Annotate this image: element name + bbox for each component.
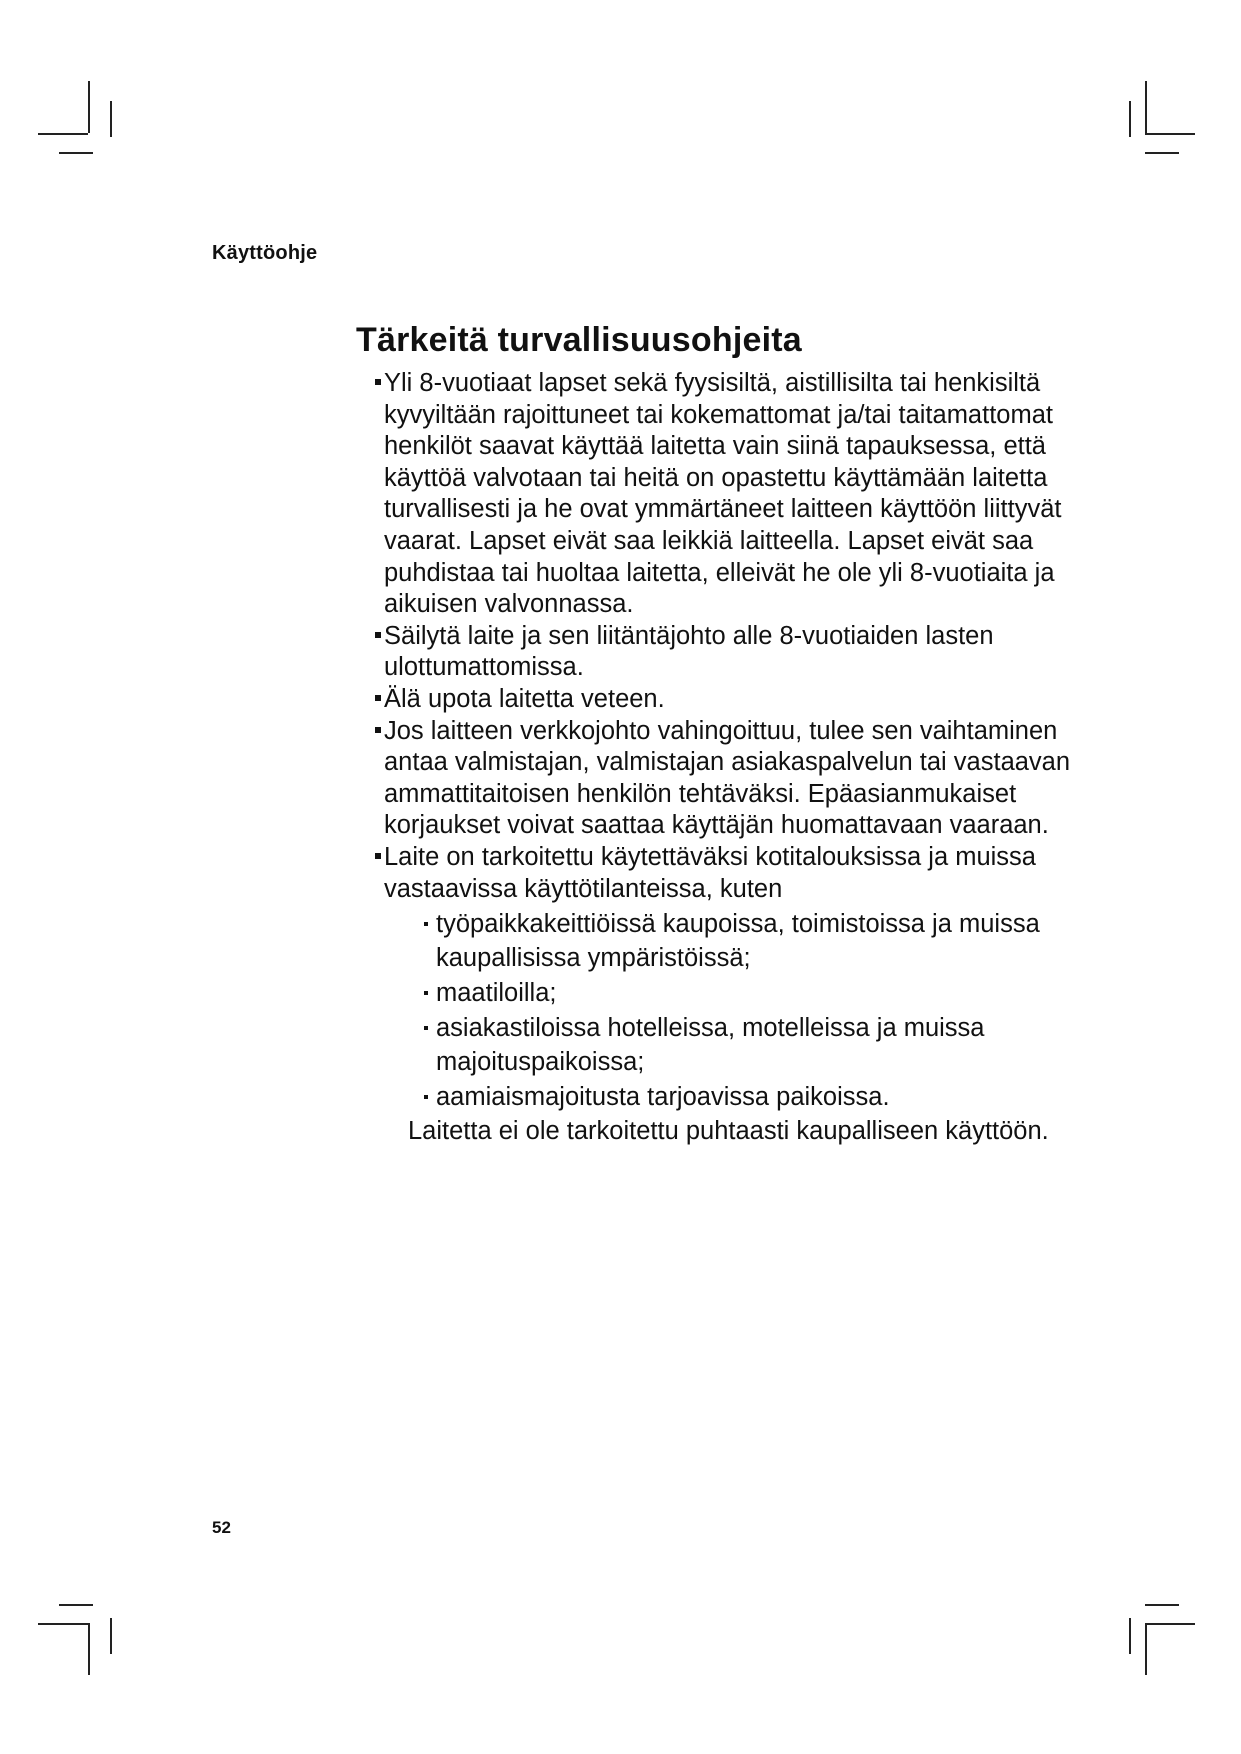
crop-mark xyxy=(110,1618,112,1654)
list-item: Älä upota laitetta veteen. xyxy=(356,684,1076,716)
safety-list xyxy=(356,368,1076,1147)
crop-mark xyxy=(59,1604,93,1606)
crop-mark xyxy=(88,1623,90,1675)
running-head: Käyttöohje xyxy=(212,242,318,264)
list-item: Yli 8-vuotiaat lapset sekä fyysisiltä, aistillisilta tai henkisiltä kyvyiltään rajoittuneet tai kokemattomat ja/tai taitamattomat henkilöt saavat käyttää laitetta vain siinä tapauksessa, että käyttöä valvotaan tai heitä on opastettu käyttämään laitetta turvallisesti ja he ovat ymmärtäneet laitteen käyttöön liittyvät vaarat. Lapset eivät saa leikkiä laitteella. Lapset eivät saa puhdistaa tai huoltaa laitetta, elleivät he ole yli 8-vuotiaita ja aikuisen valvonnassa. xyxy=(356,368,1076,621)
sub-list-item: maatiloilla; xyxy=(424,976,1076,1010)
crop-mark xyxy=(38,1623,88,1625)
list-item: Jos laitteen verkkojohto vahingoittuu, tulee sen vaihtaminen antaa valmistajan, valmistajan asiakaspalvelun tai vastaavan ammattitaitoisen henkilön tehtäväksi. Epäasianmukaiset korjaukset voivat saattaa käyttäjän huomattavaan vaaraan. xyxy=(356,716,1076,842)
crop-mark xyxy=(1145,1604,1179,1606)
crop-mark xyxy=(1145,1623,1147,1675)
crop-mark xyxy=(88,81,90,133)
crop-mark xyxy=(38,133,88,135)
crop-mark xyxy=(1145,152,1179,154)
sub-list-item: työpaikkakeittiöissä kaupoissa, toimistoissa ja muissa kaupallisissa ympäristöissä; xyxy=(424,907,1076,975)
crop-mark xyxy=(1145,81,1147,133)
sub-list-item: aamiaismajoitusta tarjoavissa paikoissa. xyxy=(424,1080,1076,1114)
list-item-with-sublist xyxy=(356,842,1076,1147)
crop-mark xyxy=(59,152,93,154)
safety-section xyxy=(356,318,1076,1147)
sub-list xyxy=(384,907,1076,1114)
crop-mark xyxy=(110,101,112,137)
section-title: Tärkeitä turvallisuusohjeita xyxy=(356,321,802,359)
crop-mark xyxy=(1145,1623,1195,1625)
crop-mark xyxy=(1145,133,1195,135)
list-item-text: Laite on tarkoitettu käytettäväksi kotitalouksissa ja muissa vastaavissa käyttötilanteissa, kuten xyxy=(384,842,1036,903)
page-number: 52 xyxy=(212,1518,231,1537)
crop-mark xyxy=(1129,1618,1131,1654)
usage-note: Laitetta ei ole tarkoitettu puhtaasti kaupalliseen käyttöön. xyxy=(408,1117,1049,1146)
list-item: Säilytä laite ja sen liitäntäjohto alle 8-vuotiaiden lasten ulottumattomissa. xyxy=(356,621,1076,684)
sub-list-item: asiakastiloissa hotelleissa, motelleissa ja muissa majoituspaikoissa; xyxy=(424,1011,1076,1079)
crop-mark xyxy=(1129,101,1131,137)
